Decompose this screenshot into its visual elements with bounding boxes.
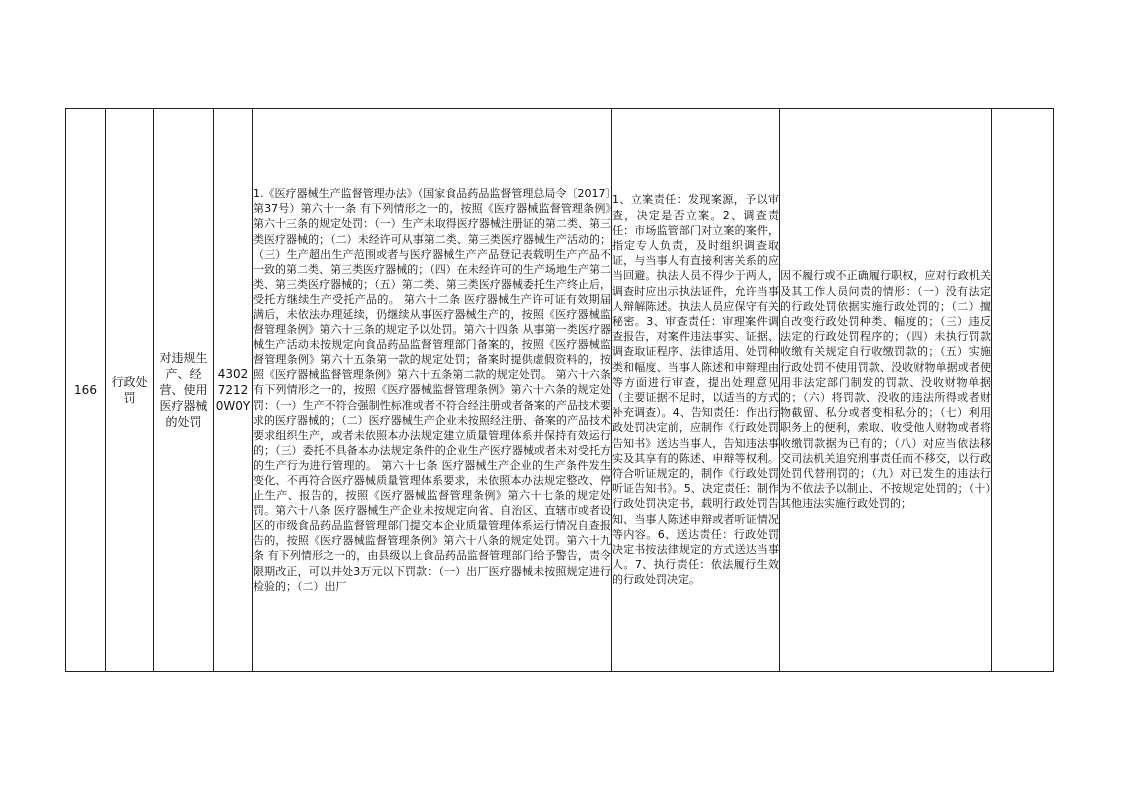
power-category: 行政处罚 xyxy=(106,109,154,672)
power-list-table xyxy=(65,108,1054,672)
table-row xyxy=(66,109,1054,672)
row-number: 166 xyxy=(66,109,106,672)
legal-basis: 1.《医疗器械生产监督管理办法》（国家食品药品监督管理总局令〔2017〕第37号）第六十一条 有下列情形之一的，按照《医疗器械监督管理条例》第六十三条的规定处罚：（一）生产未取得医疗器械注册证的第二类、第三类医疗器械的；（二）未经许可从事第二类、第三类医疗器械生产活动的；（三）生产超出生产范围或者与医疗器械生产产品登记表载明生产产品不一致的第二类、第三类医疗器械的；（四）在未经许可的生产场地生产第二类、第三类医疗器械的；（五）第二类、第三类医疗器械委托生产终止后，受托方继续生产受托产品的。 第六十二条 医疗器械生产许可证有效期届满后，未依法办理延续，仍继续从事医疗器械生产的，按照《医疗器械监督管理条例》第六十三条的规定予以处罚。第六十四条 从事第一类医疗器械生产活动未按规定向食品药品监督管理部门备案的，按照《医疗器械监督管理条例》第六十五条第一款的规定处罚；备案时提供虚假资料的，按照《医疗器械监督管理条例》第六十五条第二款的规定处罚。 第六十六条 有下列情形之一的，按照《医疗器械监督管理条例》第六十六条的规定处罚：（一）生产不符合强制性标准或者不符合经注册或者备案的产品技术要求的医疗器械的；（二）医疗器械生产企业未按照经注册、备案的产品技术要求组织生产，或者未依照本办法规定建立质量管理体系并保持有效运行的；（三）委托不具备本办法规定条件的企业生产医疗器械或者未对受托方的生产行为进行管理的。 第六十七条 医疗器械生产企业的生产条件发生变化、不再符合医疗器械质量管理体系要求，未依照本办法规定整改、停止生产、报告的，按照《医疗器械监督管理条例》第六十七条的规定处罚。第六十八条 医疗器械生产企业未按规定向省、自治区、直辖市或者设区的市级食品药品监督管理部门提交本企业质量管理体系运行情况自查报告的，按照《医疗器械监督管理条例》第六十八条的规定处罚。第六十九条 有下列情形之一的，由县级以上食品药品监督管理部门给予警告，责令限期改正，可以并处3万元以下罚款：（一）出厂医疗器械未按照规定进行检验的；（二）出厂 xyxy=(253,109,612,672)
accountability-cases: 因不履行或不正确履行职权，应对行政机关及其工作人员问责的情形：（一）没有法定的行政处罚依据实施行政处罚的；（二）擅自改变行政处罚种类、幅度的；（三）违反法定的行政处罚程序的；（四）未执行罚款收缴有关规定自行收缴罚款的；（五）实施行政处罚不使用罚款、没收财物单据或者使用非法定部门制发的罚款、没收财物单据的；（六）将罚款、没收的违法所得或者财物截留、私分或者变相私分的；（七）利用职务上的便利，索取、收受他人财物或者将收缴罚款据为已有的；（八）对应当依法移交司法机关追究刑事责任而不移交，以行政处罚代替刑罚的；（九）对已发生的违法行为不依法予以制止、不按规定处罚的；（十）其他违法实施行政处罚的； xyxy=(780,109,992,672)
item-code: 43027212 0W0Y xyxy=(214,109,253,672)
remarks xyxy=(992,109,1054,672)
responsibility-items: 1、立案责任：发现案源，予以审查，决定是否立案。2、调查责任：市场监管部门对立案的案件，指定专人负责，及时组织调查取证，与当事人有直接利害关系的应当回避。执法人员不得少于两人，调查时应出示执法证件，允许当事人辩解陈述。执法人员应保守有关秘密。3、审查责任：审理案件调查报告，对案件违法事实、证据、调查取证程序、法律适用、处罚种类和幅度、当事人陈述和申辩理由等方面进行审查，提出处理意见（主要证据不足时，以适当的方式补充调查）。4、告知责任：作出行政处罚决定前，应制作《行政处罚告知书》送达当事人，告知违法事实及其享有的陈述、申辩等权利。符合听证规定的，制作《行政处罚听证告知书》。5、决定责任：制作行政处罚决定书，载明行政处罚告知、当事人陈述申辩或者听证情况等内容。6、送达责任：行政处罚决定书按法律规定的方式送达当事人。7、执行责任：依法履行生效的行政处罚决定。 xyxy=(612,109,780,672)
item-name: 对违规生产、经营、使用医疗器械的处罚 xyxy=(154,109,214,672)
